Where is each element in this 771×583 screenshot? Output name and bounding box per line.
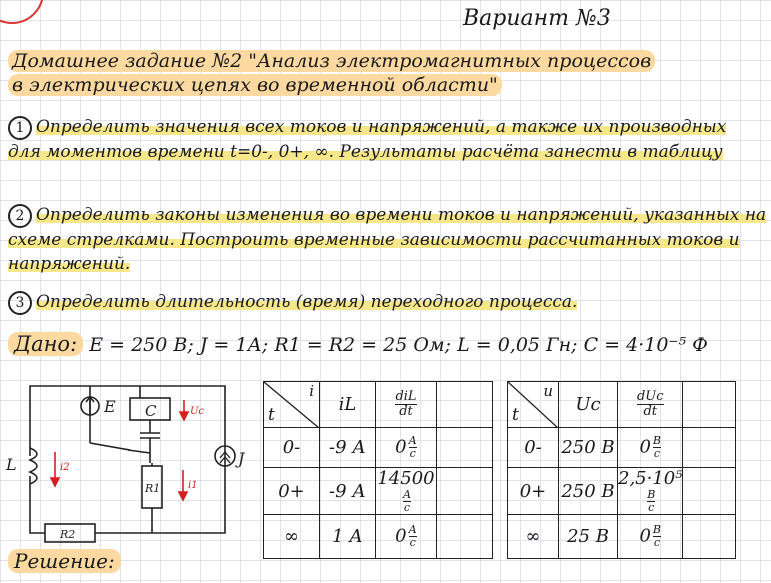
- inductor-symbol: [30, 448, 37, 484]
- label-l: L: [6, 455, 17, 474]
- empty-cell: [683, 468, 736, 515]
- row-value: -9 А: [320, 428, 376, 468]
- row-time: ∞: [264, 515, 320, 559]
- task-text: Определить законы изменения во времени токов и напряжений, указанных на схеме стрелками. Построить временные зависимости рассчитанных токов и напряжений.: [8, 205, 767, 274]
- unit-den: с: [409, 447, 416, 460]
- given-section: [8, 332, 708, 356]
- row-derivative: [618, 428, 683, 468]
- table-row: [508, 428, 736, 468]
- given-values: E = 250 В; J = 1А; R1 = R2 = 25 Ом; L = 0,05 Гн; C = 4·10⁻⁵ Ф: [89, 334, 708, 356]
- task-number: 2: [8, 204, 32, 228]
- frac-den: dt: [395, 404, 416, 419]
- unit-num: В: [652, 434, 661, 447]
- row-derivative: [618, 515, 683, 559]
- homework-title-line1: Домашнее задание №2 "Анализ электромагнитных процессов: [8, 50, 655, 72]
- unit-den: с: [653, 536, 661, 549]
- unit-num: А: [402, 488, 412, 501]
- row-derivative: [376, 468, 437, 515]
- table-row: [508, 515, 736, 559]
- row-time: 0+: [264, 468, 320, 515]
- empty-cell: [683, 382, 736, 428]
- row-time: ∞: [508, 515, 559, 559]
- wire: [30, 476, 45, 533]
- derivative-value: 0: [639, 436, 651, 458]
- label-r1: R1: [145, 482, 161, 495]
- empty-cell: [437, 515, 493, 559]
- solution-label: Решение:: [8, 549, 121, 573]
- label-i2: i2: [60, 462, 70, 473]
- task-number: 1: [8, 116, 32, 140]
- label-j: J: [238, 449, 245, 468]
- corner-time: t: [268, 405, 275, 425]
- currents-table: [263, 381, 493, 559]
- task-2: [8, 203, 768, 276]
- derivative-value: 0: [395, 525, 407, 547]
- corner-variable: i: [309, 382, 314, 400]
- frac-num: diL: [395, 389, 417, 404]
- row-value: 250 В: [559, 428, 618, 468]
- row-value: 25 В: [559, 515, 618, 559]
- label-e: E: [104, 397, 116, 416]
- label-c: C: [145, 402, 157, 420]
- switch-symbol: [90, 443, 130, 450]
- empty-cell: [437, 428, 493, 468]
- row-time: 0+: [508, 468, 559, 515]
- table-row: [264, 428, 493, 468]
- table-corner-cell: [508, 382, 559, 428]
- unit-num: А: [408, 434, 417, 447]
- label-i1: i1: [188, 480, 198, 491]
- task-text: Определить длительность (время) переходного процесса.: [36, 292, 578, 312]
- homework-title-line2: в электрических цепях во временной области": [8, 74, 502, 96]
- unit-den: с: [403, 501, 411, 514]
- corner-time: t: [512, 405, 519, 425]
- table-row: [508, 468, 736, 515]
- page-corner-circle: [0, 0, 44, 24]
- empty-cell: [437, 468, 493, 515]
- empty-cell: [683, 428, 736, 468]
- row-value: -9 А: [320, 468, 376, 515]
- column-header-dil-dt: [376, 382, 437, 428]
- column-header-il: iL: [320, 382, 376, 428]
- table-corner-cell: [264, 382, 320, 428]
- row-time: 0-: [508, 428, 559, 468]
- circuit-diagram: [0, 378, 255, 548]
- unit-num: А: [408, 523, 417, 536]
- derivative-value: 0: [395, 436, 407, 458]
- frac-den: dt: [637, 404, 664, 419]
- voltages-table: [507, 381, 736, 559]
- row-value: 250 В: [559, 468, 618, 515]
- task-3: [8, 290, 768, 315]
- column-header-duc-dt: [618, 382, 683, 428]
- given-label: Дано:: [8, 332, 83, 356]
- derivative-value: 14500: [377, 468, 435, 489]
- variant-title: Вариант №3: [463, 6, 611, 31]
- empty-cell: [437, 382, 493, 428]
- row-value: 1 А: [320, 515, 376, 559]
- unit-den: с: [648, 501, 655, 514]
- task-1: [8, 115, 763, 164]
- empty-cell: [683, 515, 736, 559]
- unit-num: В: [652, 523, 661, 536]
- row-derivative: [376, 515, 437, 559]
- label-r2: R2: [60, 528, 76, 541]
- unit-den: с: [409, 536, 416, 549]
- column-header-uc: Uc: [559, 382, 618, 428]
- task-number: 3: [8, 291, 32, 315]
- row-derivative: [618, 468, 683, 515]
- row-derivative: [376, 428, 437, 468]
- corner-variable: u: [543, 382, 553, 400]
- task-text: Определить значения всех токов и напряжений, а также их производных для моментов времени t=0-, 0+, ∞. Результаты расчёта занести в таблицу: [8, 117, 727, 162]
- table-row: [264, 515, 493, 559]
- derivative-value: 0: [639, 525, 651, 547]
- table-row: [264, 468, 493, 515]
- label-uc: Uc: [190, 406, 205, 417]
- unit-den: с: [653, 447, 661, 460]
- row-time: 0-: [264, 428, 320, 468]
- unit-num: В: [647, 488, 656, 501]
- derivative-value: 2,5·10⁵: [618, 468, 683, 489]
- frac-num: dUc: [636, 389, 664, 404]
